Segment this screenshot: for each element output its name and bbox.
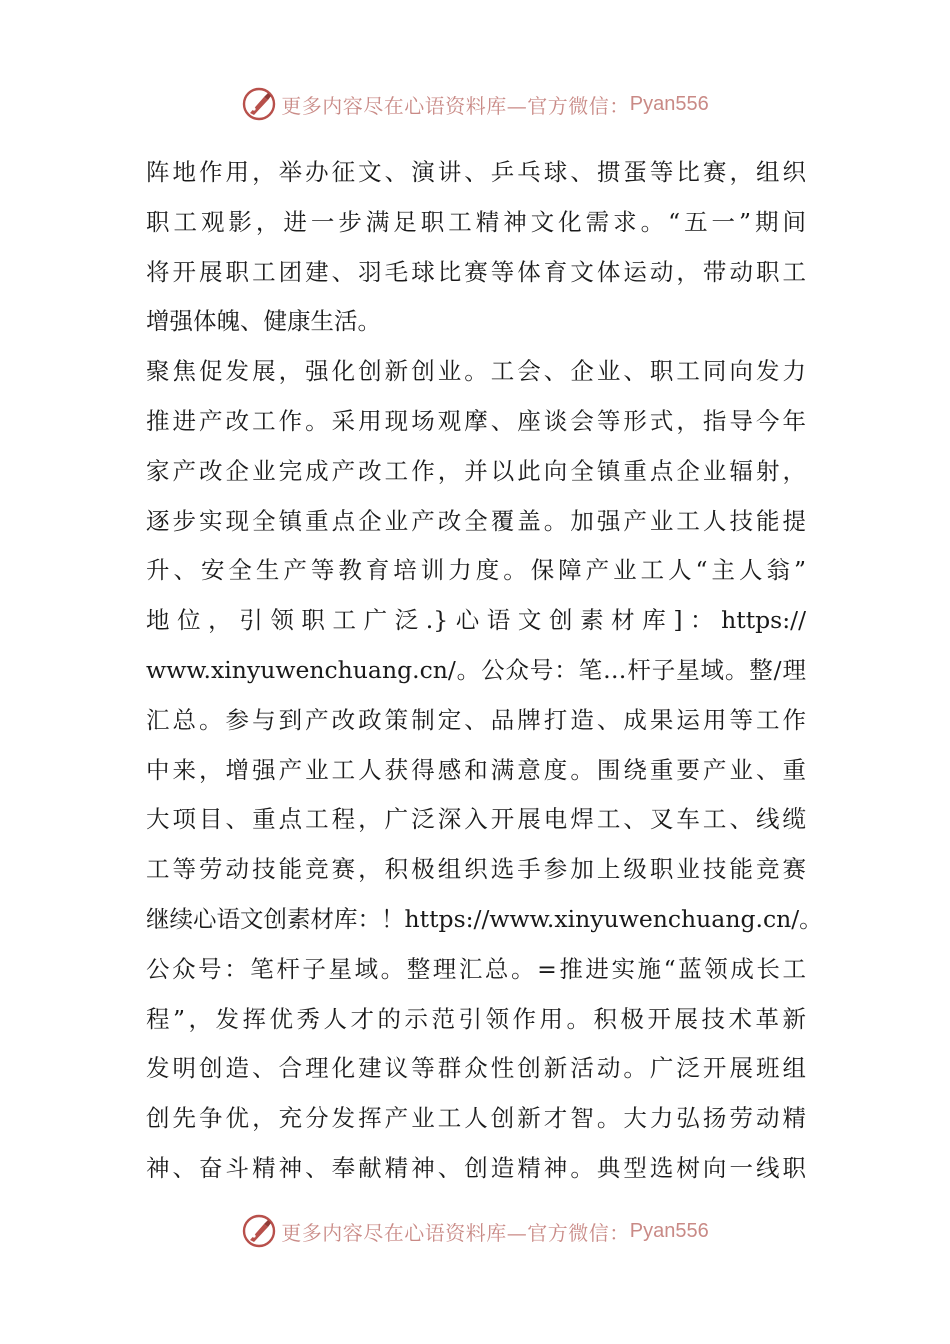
text-line-9: 升、安全生产等教育培训力度。保障产业工人“主人翁”: [146, 556, 806, 585]
text-line-5: 聚焦促发展，强化创新创业。工会、企业、职工同向发力: [146, 357, 806, 386]
text-line-20: 创先争优，充分发挥产业工人创新才智。大力弘扬劳动精: [146, 1104, 806, 1133]
text-line-16: 继续心语文创素材库：！https://www.xinyuwenchuang.cn/。: [146, 904, 823, 933]
text-line-6: 推进产改工作。采用现场观摩、座谈会等形式，指导今年: [146, 406, 806, 435]
header-wechat-id: Pyan556: [629, 92, 709, 115]
text-line-18: 程”，发挥优秀人才的示范引领作用。积极开展技术革新: [146, 1004, 806, 1033]
footer-banner-text: 更多内容尽在心语资料库—官方微信：: [281, 1220, 630, 1245]
text-line-15: 工等劳动技能竞赛，积极组织选手参加上级职业技能竞赛: [146, 855, 806, 884]
pen-nib-logo-icon: [241, 86, 277, 122]
text-line-8: 逐步实现全镇重点企业产改全覆盖。加强产业工人技能提: [146, 506, 806, 535]
text-line-13: 中来，增强产业工人获得感和满意度。围绕重要产业、重: [146, 755, 806, 784]
text-line-19: 发明创造、合理化建议等群众性创新活动。广泛开展班组: [146, 1054, 806, 1083]
text-line-3: 将开展职工团建、羽毛球比赛等体育文体运动，带动职工: [146, 257, 806, 286]
text-line-17: 公众号：笔杆子星域。整理汇总。=推进实施“蓝领成长工: [146, 954, 806, 983]
text-line-10: 地 位 ， 引 领 职 工 广 泛 .} 心 语 文 创 素 材 库 ] ： https://: [146, 606, 806, 635]
text-line-11: www.xinyuwenchuang.cn/。公众号：笔…杆子星域。整/理: [146, 655, 806, 684]
footer-wechat-id: Pyan556: [629, 1219, 709, 1242]
pen-nib-logo-icon: [241, 1213, 277, 1249]
text-line-2: 职工观影，进一步满足职工精神文化需求。“五一”期间: [146, 207, 806, 236]
document-body: [146, 148, 823, 1194]
text-line-7: 家产改企业完成产改工作，并以此向全镇重点企业辐射，: [146, 456, 806, 485]
header-banner: [0, 82, 950, 126]
text-line-21: 神、奋斗精神、奉献精神、创造精神。典型选树向一线职: [146, 1153, 806, 1182]
text-line-12: 汇总。参与到产改政策制定、品牌打造、成果运用等工作: [146, 705, 806, 734]
text-line-4: 增强体魄、健康生活。: [146, 307, 381, 336]
text-line-14: 大项目、重点工程，广泛深入开展电焊工、叉车工、线缆: [146, 805, 806, 834]
header-banner-text: 更多内容尽在心语资料库—官方微信：: [281, 93, 630, 118]
footer-banner: [0, 1209, 950, 1253]
text-line-1: 阵地作用，举办征文、演讲、乒乓球、掼蛋等比赛，组织: [146, 158, 806, 186]
